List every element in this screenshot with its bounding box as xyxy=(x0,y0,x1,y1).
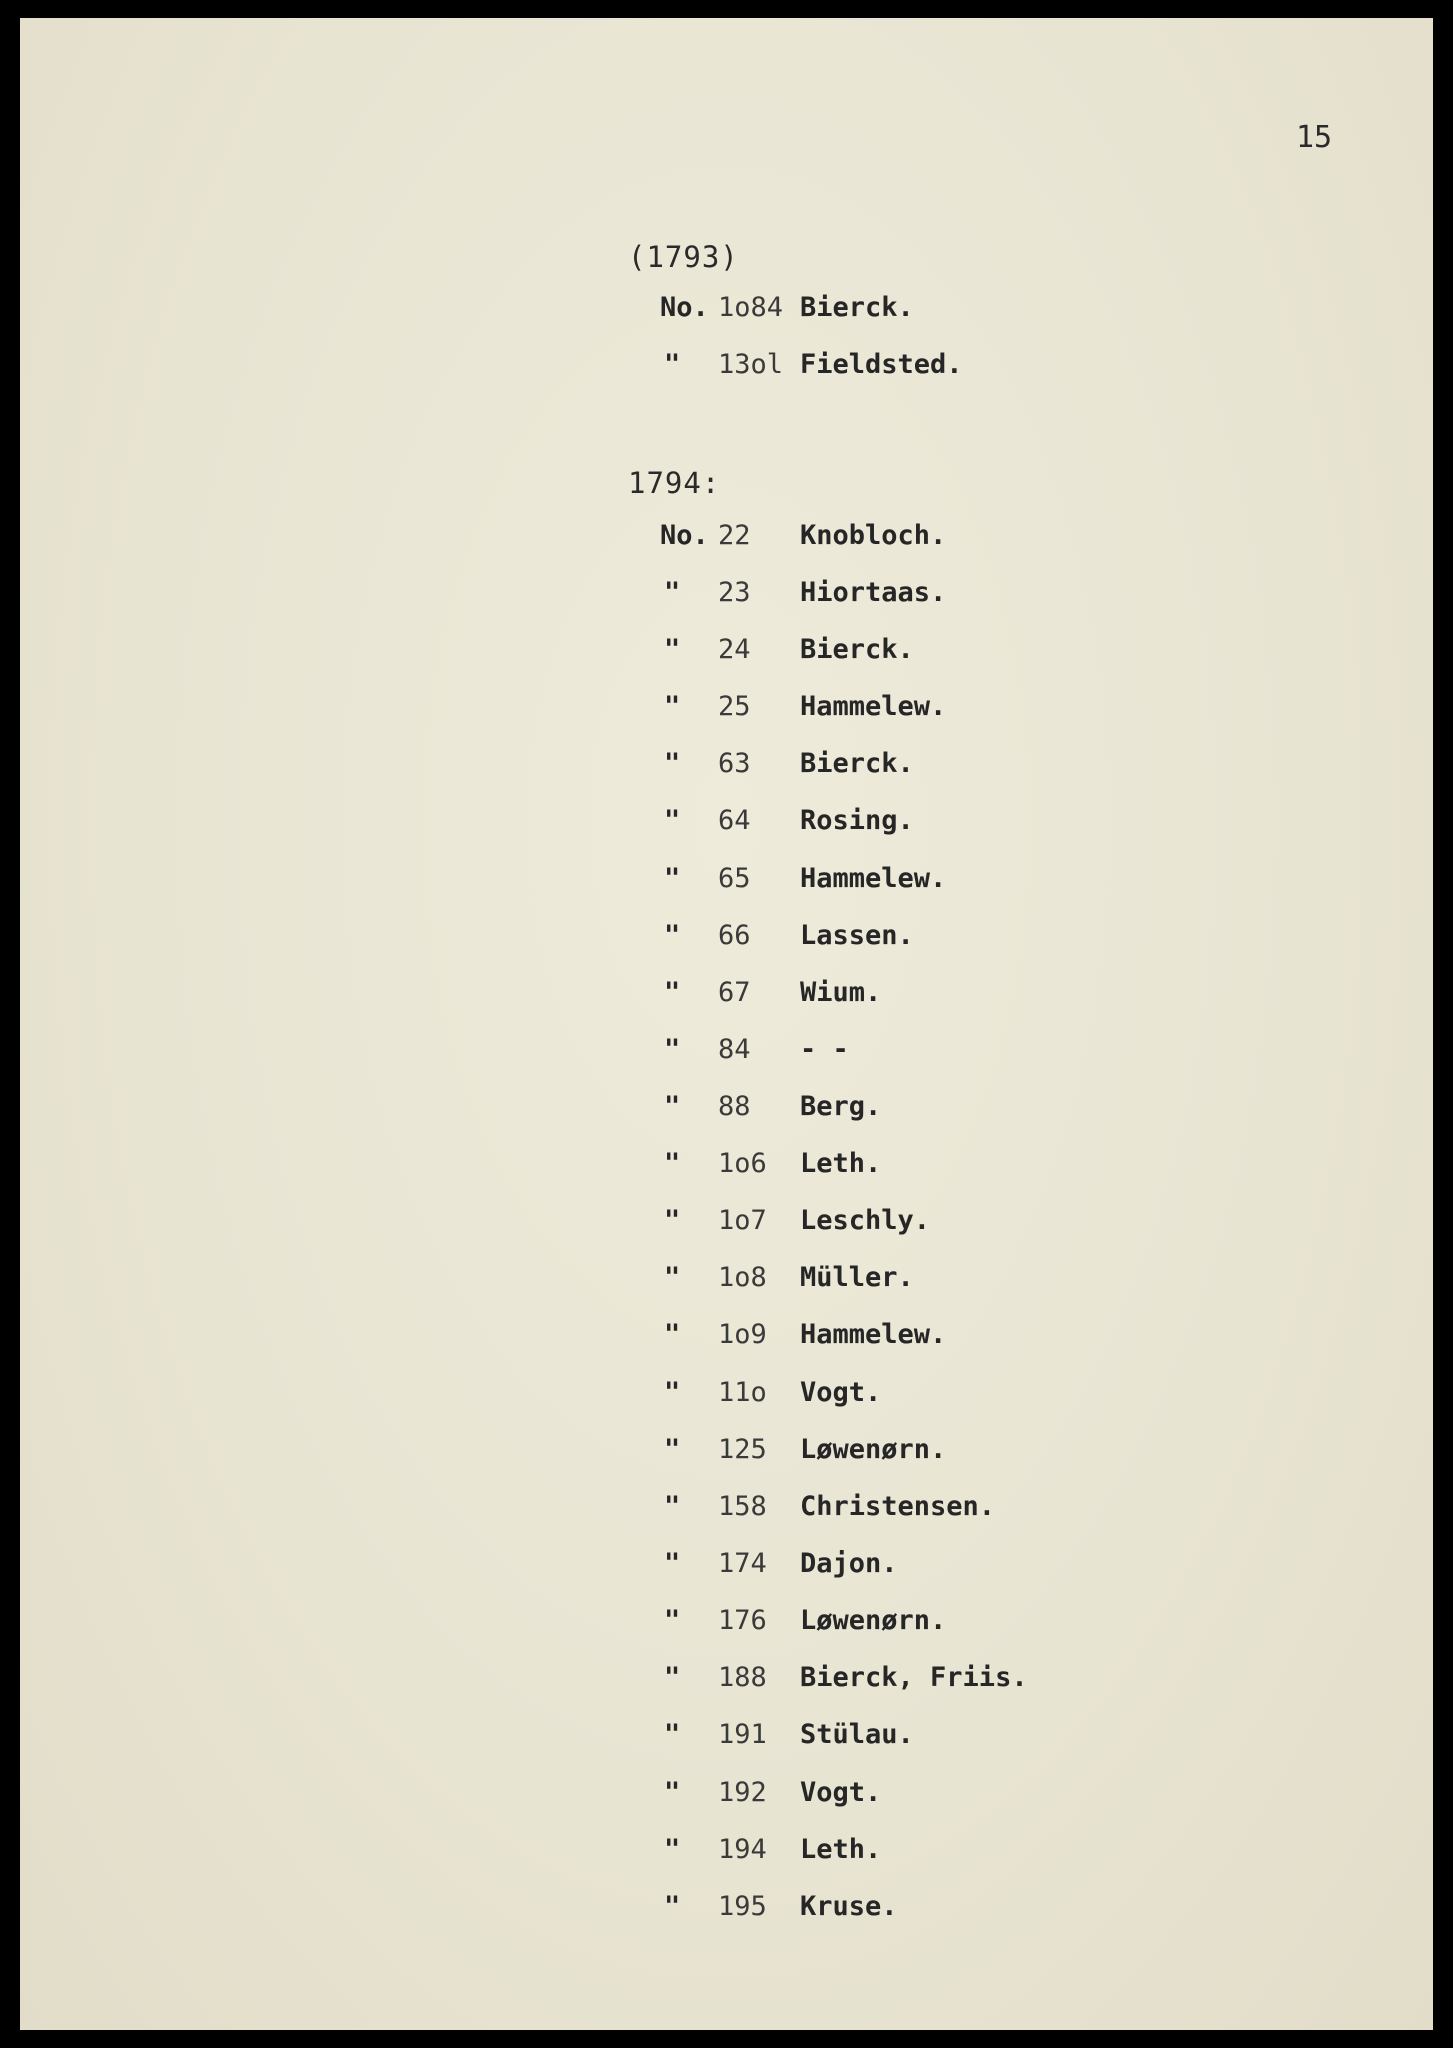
entry-number: 1o9 xyxy=(718,1319,767,1350)
entry-number: 1o6 xyxy=(718,1148,767,1179)
entry-number: 84 xyxy=(718,1034,751,1065)
entry-prefix: " xyxy=(664,1434,681,1465)
entry-name: Leschly. xyxy=(800,1205,931,1236)
entry-number: 194 xyxy=(718,1834,767,1865)
entry-name: Knobloch. xyxy=(800,520,947,551)
entry-number: 158 xyxy=(718,1491,767,1522)
entry-number: 1o8 xyxy=(718,1262,767,1293)
entry-prefix: " xyxy=(664,1377,681,1408)
entry-number: 25 xyxy=(718,691,751,722)
entry-number: 1o84 xyxy=(718,292,784,323)
entry-number: 65 xyxy=(718,863,751,894)
entry-number: 63 xyxy=(718,748,751,779)
entry-name: Kruse. xyxy=(800,1891,898,1922)
entry-name: Rosing. xyxy=(800,805,914,836)
list-item xyxy=(660,748,914,788)
entry-name: Berg. xyxy=(800,1091,882,1122)
entry-prefix: " xyxy=(664,920,681,951)
entry-name: Bierck, Friis. xyxy=(800,1662,1028,1693)
year-heading: (1793) xyxy=(628,240,739,274)
list-item xyxy=(660,863,946,903)
list-item xyxy=(660,1091,881,1131)
entry-number: 191 xyxy=(718,1719,767,1750)
entry-name: Bierck. xyxy=(800,748,914,779)
entry-prefix: " xyxy=(664,1834,681,1865)
page-number: 15 xyxy=(1296,120,1333,155)
entry-prefix: " xyxy=(664,748,681,779)
list-item xyxy=(660,634,914,674)
entry-prefix: " xyxy=(664,1319,681,1350)
list-item xyxy=(660,292,914,332)
entry-number: 24 xyxy=(718,634,751,665)
list-item xyxy=(660,1777,881,1817)
year-heading: 1794: xyxy=(628,466,721,500)
entry-number: 1o7 xyxy=(718,1205,767,1236)
entry-prefix: " xyxy=(664,691,681,722)
entry-name: Hiortaas. xyxy=(800,577,947,608)
entry-prefix: " xyxy=(664,1662,681,1693)
list-item xyxy=(660,805,914,845)
entry-name: Leth. xyxy=(800,1834,882,1865)
entry-number: 64 xyxy=(718,805,751,836)
entry-number: 13ol xyxy=(718,349,784,380)
entry-number: 88 xyxy=(718,1091,751,1122)
entry-name: Hammelew. xyxy=(800,863,947,894)
list-item xyxy=(660,577,946,617)
entry-name: Vogt. xyxy=(800,1377,882,1408)
entry-name: Bierck. xyxy=(800,292,914,323)
entry-number: 125 xyxy=(718,1434,767,1465)
entry-number: 66 xyxy=(718,920,751,951)
entry-prefix: " xyxy=(664,577,681,608)
list-item xyxy=(660,349,963,389)
entry-name: Vogt. xyxy=(800,1777,882,1808)
entry-number: 192 xyxy=(718,1777,767,1808)
entry-number: 22 xyxy=(718,520,751,551)
list-item xyxy=(660,520,946,560)
entry-prefix: " xyxy=(664,1205,681,1236)
entry-name: Løwenørn. xyxy=(800,1434,947,1465)
list-item xyxy=(660,1662,1028,1702)
entry-name: Fieldsted. xyxy=(800,349,963,380)
entry-number: 67 xyxy=(718,977,751,1008)
list-item xyxy=(660,1548,898,1588)
entry-prefix: " xyxy=(664,1548,681,1579)
list-item xyxy=(660,1262,914,1302)
entry-prefix: " xyxy=(664,1091,681,1122)
entry-number: 176 xyxy=(718,1605,767,1636)
entry-prefix: " xyxy=(664,349,681,380)
entry-number: 188 xyxy=(718,1662,767,1693)
entry-prefix: " xyxy=(664,1491,681,1522)
list-item xyxy=(660,1605,946,1645)
entry-name: Lassen. xyxy=(800,920,914,951)
list-item xyxy=(660,920,914,960)
entry-prefix: " xyxy=(664,1891,681,1922)
entry-name: Wium. xyxy=(800,977,882,1008)
entry-name: Løwenørn. xyxy=(800,1605,947,1636)
entry-name: Müller. xyxy=(800,1262,914,1293)
entry-prefix: " xyxy=(664,1034,681,1065)
entry-name: Leth. xyxy=(800,1148,882,1179)
entry-number: 11o xyxy=(718,1377,767,1408)
list-item xyxy=(660,1319,946,1359)
entry-name: Christensen. xyxy=(800,1491,996,1522)
list-item xyxy=(660,977,881,1017)
entry-prefix: " xyxy=(664,977,681,1008)
entry-prefix: " xyxy=(664,1605,681,1636)
entry-prefix: " xyxy=(664,1262,681,1293)
entry-name: Hammelew. xyxy=(800,691,947,722)
list-item xyxy=(660,1205,930,1245)
entry-number: 174 xyxy=(718,1548,767,1579)
entry-name: Hammelew. xyxy=(800,1319,947,1350)
list-item xyxy=(660,1719,914,1759)
list-item xyxy=(660,1148,881,1188)
entry-prefix: " xyxy=(664,1148,681,1179)
entry-name: - - xyxy=(800,1034,849,1065)
entry-prefix: " xyxy=(664,634,681,665)
entry-prefix: " xyxy=(664,1777,681,1808)
entry-prefix: No. xyxy=(660,520,709,551)
entry-prefix: No. xyxy=(660,292,709,323)
list-item xyxy=(660,1434,946,1474)
list-item xyxy=(660,1034,849,1074)
entry-prefix: " xyxy=(664,805,681,836)
list-item xyxy=(660,1377,881,1417)
list-item xyxy=(660,1834,881,1874)
entry-name: Stülau. xyxy=(800,1719,914,1750)
entry-number: 23 xyxy=(718,577,751,608)
entry-name: Dajon. xyxy=(800,1548,898,1579)
entry-prefix: " xyxy=(664,863,681,894)
list-item xyxy=(660,691,946,731)
entry-number: 195 xyxy=(718,1891,767,1922)
list-item xyxy=(660,1491,995,1531)
entry-prefix: " xyxy=(664,1719,681,1750)
list-item xyxy=(660,1891,898,1931)
entry-name: Bierck. xyxy=(800,634,914,665)
